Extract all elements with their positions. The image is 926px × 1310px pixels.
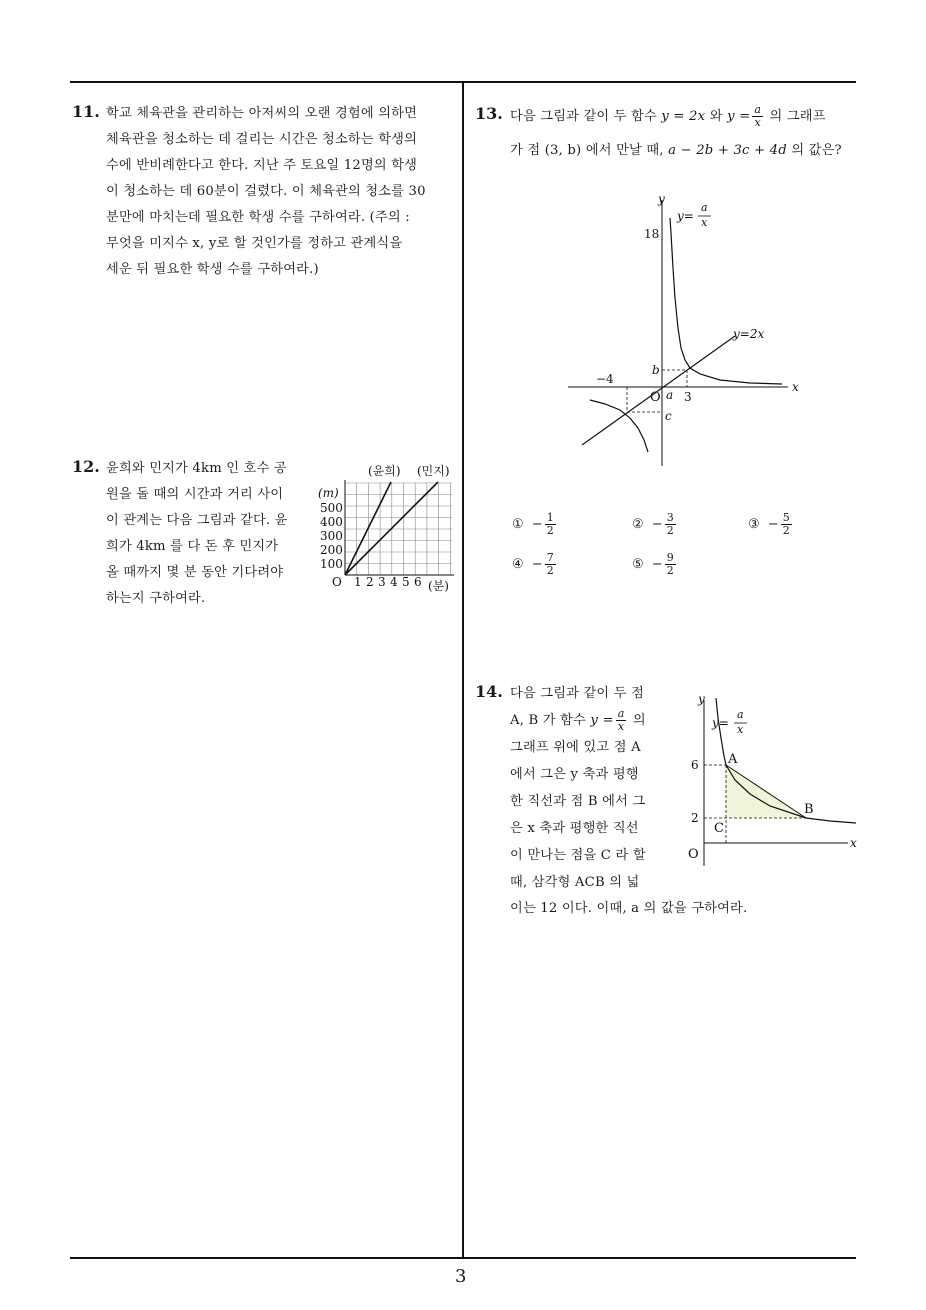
question-number: 12. bbox=[72, 457, 100, 476]
column-divider bbox=[462, 82, 464, 1258]
choice-mark: ① bbox=[512, 517, 524, 532]
curve-label-num: a bbox=[737, 708, 744, 721]
text-line: 에서 그은 y 축과 평행 bbox=[510, 767, 639, 782]
choice-fraction: $\frac{5}{2}$ bbox=[782, 511, 790, 537]
tick-neg4: −4 bbox=[596, 372, 614, 386]
triangle-graph bbox=[680, 688, 865, 870]
curve-label: y= bbox=[712, 716, 729, 730]
text-line: 세운 뒤 필요한 학생 수를 구하여라.) bbox=[106, 262, 319, 277]
text-line: 그래프 위에 있고 점 A bbox=[510, 740, 641, 755]
tick-a: a bbox=[666, 388, 674, 402]
origin-label: O bbox=[332, 575, 342, 589]
choice-mark: ⑤ bbox=[632, 557, 644, 572]
choice-mark: ③ bbox=[748, 517, 760, 532]
tick-6: 6 bbox=[691, 758, 699, 772]
hyperbola-label-den: x bbox=[701, 216, 708, 229]
text-line: 때, 삼각형 ACB 의 넓 bbox=[510, 875, 640, 890]
legend-yunhee: (윤희) bbox=[368, 464, 401, 478]
tick-b: b bbox=[652, 363, 660, 377]
text-line: 체육관을 청소하는 데 걸리는 시간은 청소하는 학생의 bbox=[106, 132, 418, 147]
function-graph bbox=[560, 188, 810, 473]
fraction: $\frac{a}{x}$ bbox=[754, 103, 762, 129]
y-tick: 500 bbox=[320, 501, 343, 515]
x-unit-label: (분) bbox=[428, 579, 449, 593]
text-line: 무엇을 미지수 x, y로 할 것인가를 정하고 관계식을 bbox=[106, 236, 403, 251]
bottom-rule bbox=[70, 1257, 856, 1259]
text: 가 점 bbox=[510, 143, 541, 158]
y-axis-label: y bbox=[698, 692, 705, 706]
y-tick: 200 bbox=[320, 543, 343, 557]
x-tick: 6 bbox=[414, 575, 422, 589]
question-text bbox=[106, 456, 316, 612]
text: 에서 만날 때, bbox=[585, 143, 664, 158]
text-line: 은 x 축과 평행한 직선 bbox=[510, 821, 639, 836]
choice-mark: ④ bbox=[512, 557, 524, 572]
x-tick: 1 bbox=[354, 575, 362, 589]
origin-label: O bbox=[688, 847, 699, 862]
text: 의 그래프 bbox=[769, 109, 826, 124]
hyperbola-label-num: a bbox=[701, 201, 708, 214]
text-line: 이 청소하는 데 60분이 걸렸다. 이 체육관의 청소를 30 bbox=[106, 184, 426, 199]
hyperbola-label: y= bbox=[677, 209, 694, 223]
question-number: 13. bbox=[475, 104, 503, 123]
point-b-label: B bbox=[804, 802, 814, 817]
x-axis-label: x bbox=[850, 836, 857, 850]
fraction: $\frac{a}{x}$ bbox=[617, 707, 625, 733]
text-line: A, B 가 함수 y = $\frac{a}{x}$ 의 bbox=[510, 707, 646, 733]
question-text bbox=[510, 680, 670, 896]
text: 와 bbox=[709, 109, 723, 124]
choice-2[interactable] bbox=[632, 512, 678, 537]
text-line: 희가 4km 를 다 돈 후 민지가 bbox=[106, 539, 279, 554]
choice-fraction: $\frac{7}{2}$ bbox=[546, 551, 554, 577]
yunhee-line bbox=[345, 482, 391, 575]
line-label: y=2x bbox=[733, 327, 765, 341]
text: 의 값은? bbox=[791, 143, 842, 158]
x-tick: 4 bbox=[390, 575, 398, 589]
hyperbola-branch-positive bbox=[670, 218, 782, 384]
distance-time-graph bbox=[314, 460, 460, 598]
text: 다음 그림과 같이 두 함수 bbox=[510, 109, 657, 124]
choice-sign: − bbox=[767, 517, 779, 532]
question-text bbox=[106, 101, 456, 283]
question-text-line-2 bbox=[510, 138, 842, 164]
equation: y = bbox=[727, 109, 751, 124]
tick-2: 2 bbox=[691, 811, 699, 825]
curve-label-den: x bbox=[737, 723, 744, 736]
point: (3, b) bbox=[544, 143, 582, 158]
text-line: 원을 돌 때의 시간과 거리 사이 bbox=[106, 487, 284, 502]
text-line: 하는지 구하여라. bbox=[106, 591, 206, 606]
question-number: 11. bbox=[72, 102, 100, 121]
choice-fraction: $\frac{1}{2}$ bbox=[546, 511, 554, 537]
text-line: 올 때까지 몇 분 동안 기다려야 bbox=[106, 565, 284, 580]
tick-c: c bbox=[665, 409, 672, 423]
y-tick: 100 bbox=[320, 557, 343, 571]
text-line: 다음 그림과 같이 두 점 bbox=[510, 686, 645, 701]
y-axis-label: y bbox=[658, 192, 665, 206]
choice-sign: − bbox=[651, 557, 663, 572]
grid bbox=[345, 483, 452, 575]
x-tick: 2 bbox=[366, 575, 374, 589]
point-a-label: A bbox=[728, 752, 738, 767]
choice-3[interactable] bbox=[748, 512, 794, 537]
text-line: 윤희와 민지가 4km 인 호수 공 bbox=[106, 461, 287, 476]
legend-minji: (민지) bbox=[417, 464, 450, 478]
y-tick: 400 bbox=[320, 515, 343, 529]
choice-5[interactable] bbox=[632, 552, 678, 577]
question-number: 14. bbox=[475, 682, 503, 701]
choice-mark: ② bbox=[632, 517, 644, 532]
text-line: 이 관계는 다음 그림과 같다. 윤 bbox=[106, 513, 288, 528]
point-c-label: C bbox=[714, 821, 724, 836]
x-axis-label: x bbox=[792, 380, 799, 394]
text-line: 이 만나는 점을 C 라 할 bbox=[510, 848, 646, 863]
choice-sign: − bbox=[531, 557, 543, 572]
text-line: 수에 반비례한다고 한다. 지난 주 토요일 12명의 학생 bbox=[106, 158, 418, 173]
page-number: 3 bbox=[455, 1266, 467, 1287]
tick-3: 3 bbox=[684, 390, 692, 404]
question-text-last-line: 이는 12 이다. 이때, a 의 값을 구하여라. bbox=[510, 901, 748, 916]
y-tick: 300 bbox=[320, 529, 343, 543]
choice-fraction: $\frac{9}{2}$ bbox=[666, 551, 674, 577]
equation: y = 2x bbox=[661, 109, 706, 124]
expression: a − 2b + 3c + 4d bbox=[668, 143, 787, 158]
y-unit-label: (m) bbox=[318, 486, 339, 500]
tick-18: 18 bbox=[644, 227, 660, 241]
question-text-line-1 bbox=[510, 104, 826, 130]
x-tick: 5 bbox=[402, 575, 410, 589]
origin-label: O bbox=[650, 390, 661, 405]
choice-4[interactable] bbox=[512, 552, 558, 577]
text-line: 분만에 마치는데 필요한 학생 수를 구하여라. (주의 : bbox=[106, 210, 410, 225]
hyperbola-branch-negative bbox=[590, 400, 648, 452]
text-line: 한 직선과 점 B 에서 그 bbox=[510, 794, 646, 809]
choice-sign: − bbox=[531, 517, 543, 532]
text-line: 학교 체육관을 관리하는 아저씨의 오랜 경험에 의하면 bbox=[106, 106, 418, 121]
choice-fraction: $\frac{3}{2}$ bbox=[666, 511, 674, 537]
x-tick: 3 bbox=[378, 575, 386, 589]
choice-1[interactable] bbox=[512, 512, 558, 537]
choice-sign: − bbox=[651, 517, 663, 532]
